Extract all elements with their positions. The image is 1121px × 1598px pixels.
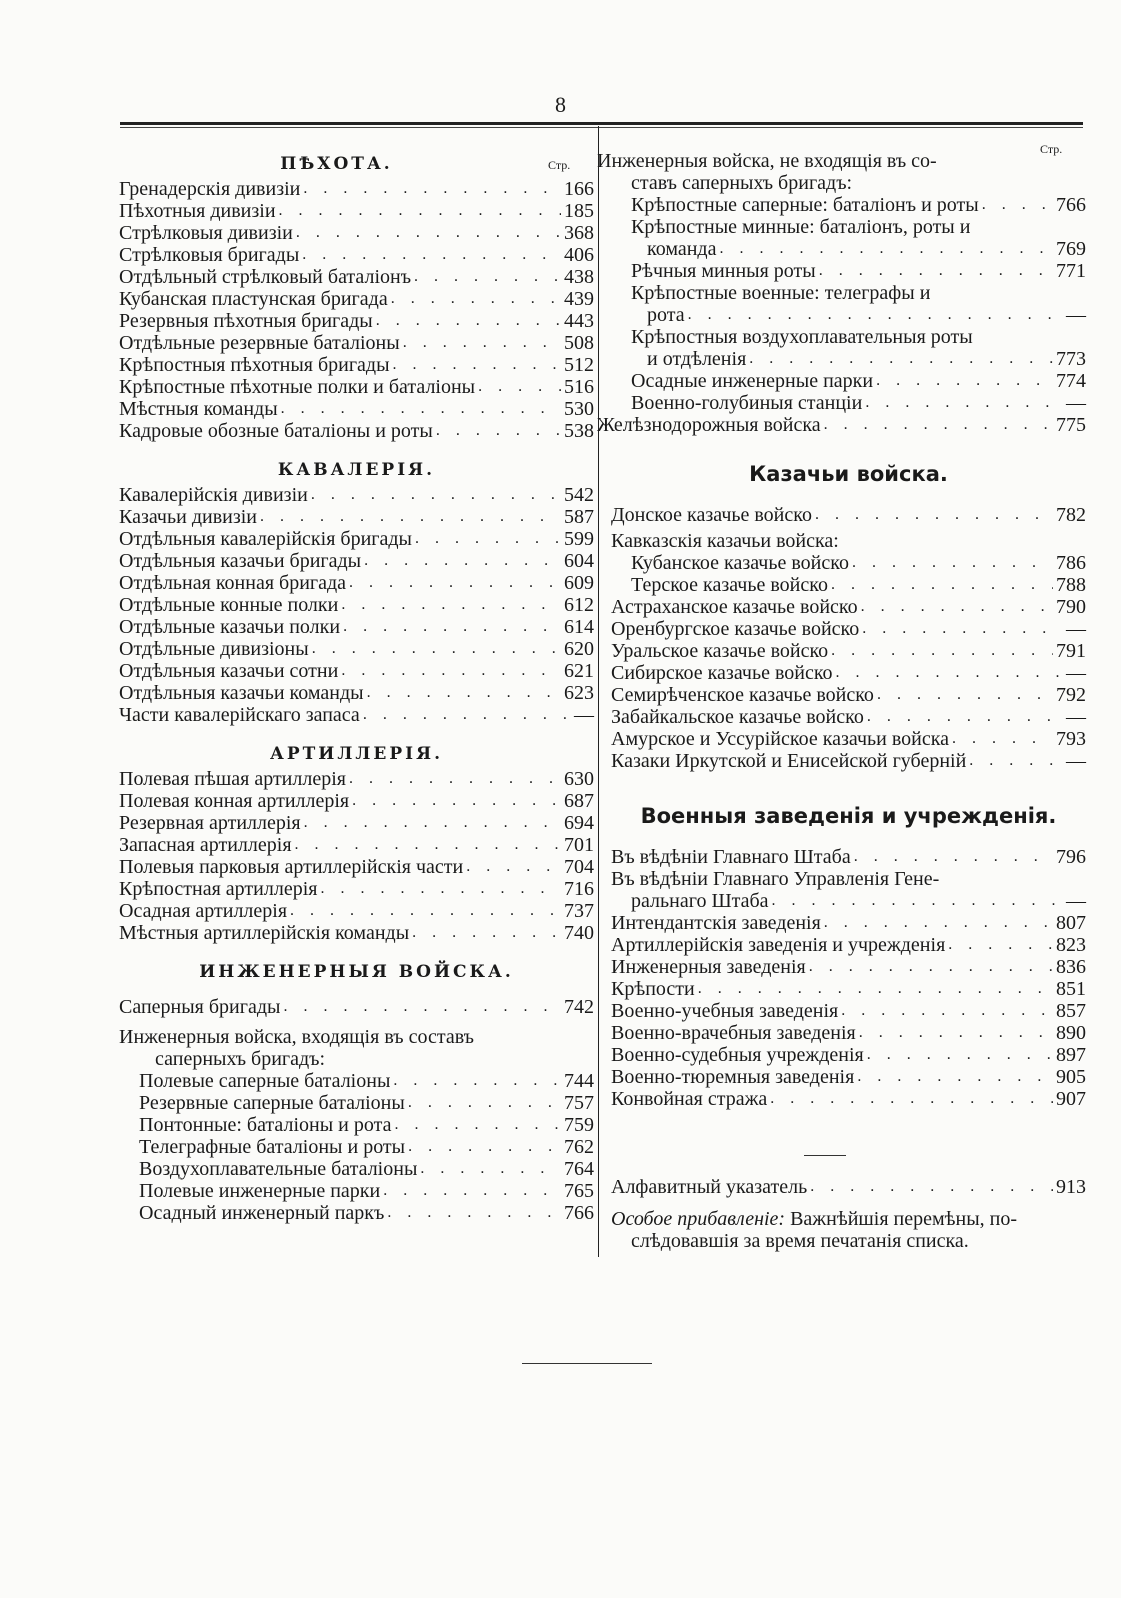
leader-dots — [312, 638, 561, 660]
toc-entry-text: саперныхъ бригадъ: — [155, 1048, 326, 1070]
toc-entry-page: 621 — [564, 660, 594, 682]
toc-entry — [611, 934, 1086, 956]
toc-entry-page: 508 — [564, 332, 594, 354]
toc-entry: рота . . . — — [611, 304, 1086, 326]
leader-dots — [393, 1070, 561, 1092]
toc-entry-title: Запасная артиллерія — [119, 834, 292, 856]
toc-entry-title: Кубанская пластунская бригада — [119, 288, 388, 310]
toc-entry-title: Военно-судебныя учрежденія — [611, 1044, 864, 1066]
toc-entry-page: 512 — [564, 354, 594, 376]
toc-entry-page: 599 — [564, 528, 594, 550]
leader-dots — [824, 912, 1053, 934]
toc-entry-text: Кавказскія казачьи войска: — [611, 530, 839, 552]
toc-entry-title: Резервная артиллерія — [119, 812, 301, 834]
leader-dots — [281, 398, 561, 420]
toc-entry-page: 542 — [564, 484, 594, 506]
leader-dots — [363, 704, 571, 726]
section-heading-institutions: Военныя заведенія и учрежденія. — [640, 804, 1057, 828]
leader-dots — [478, 376, 561, 398]
toc-entry-text: Крѣпостные минные: баталіонъ, роты и — [631, 216, 971, 238]
toc-entry-title: Резервные саперные баталіоны — [139, 1092, 405, 1114]
toc-entry — [611, 1022, 1086, 1044]
institutions-list — [611, 912, 1086, 1110]
toc-entry-page: 793 — [1056, 728, 1086, 750]
toc-entry-page: 823 — [1056, 934, 1086, 956]
toc-entry-page: 907 — [1056, 1088, 1086, 1110]
footer-rule — [522, 1363, 652, 1364]
toc-entry: ральнаго Штаба . . . — — [611, 890, 1086, 912]
toc-entry-page: 368 — [564, 222, 594, 244]
toc-entry-title: Телеграфные баталіоны и роты — [139, 1136, 406, 1158]
toc-entry — [119, 704, 594, 726]
toc-entry-page: 439 — [564, 288, 594, 310]
toc-entry-title: Военно-учебныя заведенія — [611, 1000, 839, 1022]
toc-entry — [119, 1180, 594, 1202]
toc-entry-title: Полевая пѣшая артиллерія — [119, 768, 346, 790]
toc-entry-title: Казаки Иркутской и Енисейской губерній — [611, 750, 967, 772]
leader-dots — [296, 222, 561, 244]
toc-entry: Алфавитный указатель . . . 913 — [611, 1176, 1086, 1198]
toc-entry-title: Забайкальское казачье войско — [611, 706, 864, 728]
toc-entry-page: 630 — [564, 768, 594, 790]
leader-dots — [857, 1066, 1053, 1088]
leader-dots — [295, 834, 561, 856]
leader-dots — [831, 640, 1053, 662]
toc-entry-page: 438 — [564, 266, 594, 288]
toc-entry: Крѣпостные саперные: баталіонъ и роты . . . 766 — [611, 194, 1086, 216]
leader-dots — [303, 178, 561, 200]
toc-entry-title: Отдѣльныя казачьи сотни — [119, 660, 339, 682]
leader-dots — [867, 706, 1063, 728]
toc-entry — [119, 1202, 594, 1224]
toc-entry — [119, 834, 594, 856]
toc-entry-title: Полевая конная артиллерія — [119, 790, 350, 812]
cossack-list — [611, 596, 1086, 772]
toc-entry-title: Крѣпости — [611, 978, 695, 1000]
toc-entry-title: Отдѣльныя казачьи команды — [119, 682, 364, 704]
toc-entry-page: 762 — [564, 1136, 594, 1158]
leader-dots — [948, 934, 1053, 956]
toc-entry-title: Отдѣльные дивизіоны — [119, 638, 309, 660]
leader-dots — [403, 332, 561, 354]
toc-entry — [119, 878, 594, 900]
toc-entry-page: 716 — [564, 878, 594, 900]
toc-entry: Рѣчныя минныя роты . . . 771 — [611, 260, 1086, 282]
toc-entry-page: 740 — [564, 922, 594, 944]
toc-entry — [119, 332, 594, 354]
engineer-sub-list — [119, 1070, 594, 1224]
supplement-line: слѣдовавшія за время печатанія списка. — [631, 1230, 969, 1252]
leader-dots — [349, 572, 561, 594]
leader-dots — [279, 200, 561, 222]
toc-entry-title: Амурское и Уссурійское казачьи войска — [611, 728, 950, 750]
toc-entry-title: Уральское казачье войско — [611, 640, 829, 662]
column-divider — [598, 126, 599, 1257]
toc-entry-text: Крѣпостные военные: телеграфы и — [631, 282, 931, 304]
top-rule-thin — [120, 127, 1083, 128]
toc-entry — [119, 528, 594, 550]
toc-entry — [119, 484, 594, 506]
leader-dots — [809, 956, 1053, 978]
toc-entry-title: Отдѣльные резервные баталіоны — [119, 332, 400, 354]
toc-entry-title: Воздухоплавательные баталіоны — [139, 1158, 418, 1180]
leader-dots — [320, 878, 561, 900]
toc-entry-page: 764 — [564, 1158, 594, 1180]
toc-entry — [611, 574, 1086, 596]
toc-entry-title: Мѣстныя артиллерійскія команды — [119, 922, 410, 944]
toc-entry-title: Казачьи дивизіи — [119, 506, 257, 528]
toc-entry — [119, 594, 594, 616]
toc-entry-title: Осадная артиллерія — [119, 900, 288, 922]
leader-dots — [415, 528, 561, 550]
toc-entry-title: Семирѣченское казачье войско — [611, 684, 874, 706]
separator-rule — [804, 1155, 846, 1156]
leader-dots — [394, 1114, 561, 1136]
toc-entry-page: 443 — [564, 310, 594, 332]
toc-entry-title: Отдѣльныя казачьи бригады — [119, 550, 362, 572]
toc-entry-title: Отдѣльные конные полки — [119, 594, 339, 616]
toc-entry — [119, 398, 594, 420]
toc-entry-title: Мѣстныя команды — [119, 398, 278, 420]
leader-dots — [260, 506, 561, 528]
toc-entry-page: 687 — [564, 790, 594, 812]
leader-dots — [304, 812, 561, 834]
leader-dots — [391, 288, 561, 310]
toc-entry — [119, 1070, 594, 1092]
toc-entry — [611, 728, 1086, 750]
toc-entry-page: — — [1066, 662, 1086, 684]
toc-entry-page: 765 — [564, 1180, 594, 1202]
toc-entry-title: Полевые саперные баталіоны — [139, 1070, 391, 1092]
toc-entry-page: 406 — [564, 244, 594, 266]
toc-entry — [119, 768, 594, 790]
toc-entry — [119, 1136, 594, 1158]
supplement-label: Особое прибавленіе: — [611, 1208, 786, 1230]
leader-dots — [836, 662, 1063, 684]
page-number: 8 — [555, 92, 566, 117]
toc-entry-page: 620 — [564, 638, 594, 660]
toc-entry-title: Кавалерійскія дивизіи — [119, 484, 308, 506]
toc-entry-title: Пѣхотныя дивизіи — [119, 200, 276, 222]
leader-dots — [349, 768, 561, 790]
leader-dots — [436, 420, 561, 442]
toc-entry — [119, 222, 594, 244]
leader-dots — [302, 244, 561, 266]
toc-entry-page: 737 — [564, 900, 594, 922]
section-heading-cavalry: КАВАЛЕРІЯ. — [277, 460, 436, 480]
leader-dots — [698, 978, 1053, 1000]
toc-entry — [119, 354, 594, 376]
toc-entry-title: Конвойная стража — [611, 1088, 768, 1110]
toc-entry — [611, 706, 1086, 728]
toc-entry-title: Артиллерійскія заведенія и учрежденія — [611, 934, 946, 956]
toc-entry-title: Стрѣлковыя дивизіи — [119, 222, 293, 244]
toc-entry — [611, 978, 1086, 1000]
toc-entry-page: 790 — [1056, 596, 1086, 618]
toc-entry — [119, 550, 594, 572]
right-column — [597, 150, 1086, 1252]
toc-entry-title: Интендантскія заведенія — [611, 912, 821, 934]
left-column — [119, 150, 594, 1224]
toc-entry — [119, 288, 594, 310]
toc-entry-page: 704 — [564, 856, 594, 878]
toc-entry-title: Кадровые обозные баталіоны и роты — [119, 420, 433, 442]
toc-entry — [119, 638, 594, 660]
toc-entry — [611, 1000, 1086, 1022]
toc-entry — [119, 310, 594, 332]
toc-entry-page: 851 — [1056, 978, 1086, 1000]
toc-entry-page: 614 — [564, 616, 594, 638]
toc-entry-page: 604 — [564, 550, 594, 572]
caucasus-cossack-list — [611, 552, 1086, 596]
toc-entry-page: — — [1066, 618, 1086, 640]
toc-entry-page: 890 — [1056, 1022, 1086, 1044]
toc-entry — [119, 1114, 594, 1136]
toc-entry-page: 166 — [564, 178, 594, 200]
toc-entry-page: 623 — [564, 682, 594, 704]
toc-entry-title: Отдѣльные казачьи полки — [119, 616, 341, 638]
toc-entry-text: Въ вѣдѣніи Главнаго Управленія Гене- — [611, 868, 940, 890]
toc-entry — [611, 956, 1086, 978]
toc-entry — [611, 552, 1086, 574]
toc-entry-page: 701 — [564, 834, 594, 856]
leader-dots — [420, 1158, 561, 1180]
leader-dots — [367, 682, 561, 704]
toc-entry-title: Оренбургское казачье войско — [611, 618, 860, 640]
toc-entry — [119, 900, 594, 922]
leader-dots — [376, 310, 561, 332]
toc-entry — [119, 812, 594, 834]
leader-dots — [862, 618, 1063, 640]
page-column-label-right: Стр. — [1040, 142, 1063, 156]
toc-entry — [611, 1088, 1086, 1110]
supplement-line — [611, 1208, 1086, 1230]
toc-entry-title: Отдѣльныя кавалерійскія бригады — [119, 528, 412, 550]
toc-entry — [119, 244, 594, 266]
leader-dots — [408, 1092, 561, 1114]
toc-entry-page: 185 — [564, 200, 594, 222]
toc-entry — [119, 572, 594, 594]
toc-entry — [119, 506, 594, 528]
toc-entry-title: Полевые инженерные парки — [139, 1180, 381, 1202]
toc-entry-text: Крѣпостныя воздухоплавательныя роты — [631, 326, 973, 348]
toc-entry-page: 836 — [1056, 956, 1086, 978]
toc-entry — [611, 912, 1086, 934]
toc-entry-title: Отдѣльная конная бригада — [119, 572, 347, 594]
leader-dots — [414, 266, 561, 288]
toc-entry — [119, 682, 594, 704]
leader-dots — [364, 550, 561, 572]
leader-dots — [770, 1088, 1053, 1110]
artillery-list — [119, 768, 594, 944]
toc-entry-title: Военно-врачебныя заведенія — [611, 1022, 856, 1044]
toc-entry-page: 807 — [1056, 912, 1086, 934]
leader-dots — [412, 922, 561, 944]
toc-entry-page: 792 — [1056, 684, 1086, 706]
leader-dots — [341, 594, 561, 616]
toc-entry-page: 788 — [1056, 574, 1086, 596]
toc-entry-title: Инженерныя заведенія — [611, 956, 806, 978]
cavalry-list — [119, 484, 594, 726]
leader-dots — [383, 1180, 561, 1202]
toc-entry — [119, 420, 594, 442]
toc-entry-page: 786 — [1056, 552, 1086, 574]
toc-entry-title: Военно-тюремныя заведенія — [611, 1066, 855, 1088]
toc-entry-page: 759 — [564, 1114, 594, 1136]
section-heading-artillery: АРТИЛЛЕРІЯ. — [269, 744, 443, 764]
top-rule — [120, 122, 1083, 125]
leader-dots — [408, 1136, 561, 1158]
leader-dots — [387, 1202, 561, 1224]
leader-dots — [341, 660, 561, 682]
leader-dots — [343, 616, 561, 638]
toc-entry-title: Части кавалерійскаго запаса — [119, 704, 360, 726]
toc-entry — [119, 1092, 594, 1114]
toc-entry: Донское казачье войско . . . 782 — [611, 504, 1086, 526]
toc-entry-title: Крѣпостная артиллерія — [119, 878, 318, 900]
leader-dots — [311, 484, 561, 506]
toc-entry-page: 694 — [564, 812, 594, 834]
toc-entry-text: Инженерныя войска, входящія въ составъ — [119, 1026, 474, 1048]
toc-entry — [611, 1044, 1086, 1066]
toc-entry — [611, 618, 1086, 640]
page-column-label-left: Стр. — [548, 158, 571, 172]
leader-dots — [877, 684, 1053, 706]
toc-entry-title: Сибирское казачье войско — [611, 662, 833, 684]
toc-entry-title: Крѣпостныя пѣхотныя бригады — [119, 354, 390, 376]
toc-entry — [611, 684, 1086, 706]
supplement-text: Важнѣйшія перемѣны, по- — [790, 1208, 1018, 1230]
toc-entry-page: — — [1066, 706, 1086, 728]
toc-entry-page: 587 — [564, 506, 594, 528]
toc-entry-page: 791 — [1056, 640, 1086, 662]
toc-entry — [119, 790, 594, 812]
section-heading-infantry: ПѢХОТА. — [280, 154, 393, 174]
toc-entry: Въ вѣдѣніи Главнаго Штаба . . . 796 — [611, 846, 1086, 868]
toc-entry-page: 757 — [564, 1092, 594, 1114]
toc-entry — [611, 1066, 1086, 1088]
leader-dots — [859, 1022, 1053, 1044]
toc-entry-page: 609 — [564, 572, 594, 594]
toc-entry: команда . . . 769 — [611, 238, 1086, 260]
toc-entry — [119, 616, 594, 638]
section-heading-cossacks: Казачьи войска. — [749, 462, 948, 486]
leader-dots — [841, 1000, 1053, 1022]
toc-entry: и отдѣленія . . . 773 — [611, 348, 1086, 370]
toc-entry-title: Гренадерскія дивизіи — [119, 178, 301, 200]
toc-entry-page: — — [574, 704, 594, 726]
toc-entry-title: Стрѣлковыя бригады — [119, 244, 300, 266]
toc-entry-title: Отдѣльный стрѣлковый баталіонъ — [119, 266, 412, 288]
toc-entry-title: Резервныя пѣхотныя бригады — [119, 310, 373, 332]
leader-dots — [861, 596, 1053, 618]
infantry-list — [119, 178, 594, 442]
toc-entry-title: Астраханское казачье войско — [611, 596, 858, 618]
toc-entry-text: Инженерныя войска, не входящія въ со- — [597, 150, 937, 172]
leader-dots — [867, 1044, 1053, 1066]
toc-entry-title: Кубанское казачье войско — [631, 552, 849, 574]
leader-dots — [969, 750, 1063, 772]
toc-entry-title: Крѣпостные пѣхотные полки и баталіоны — [119, 376, 476, 398]
toc-entry-title: Полевыя парковыя артиллерійскія части — [119, 856, 464, 878]
toc-entry-page: — — [1066, 750, 1086, 772]
leader-dots — [952, 728, 1053, 750]
leader-dots — [393, 354, 561, 376]
toc-entry — [119, 660, 594, 682]
toc-entry — [611, 662, 1086, 684]
toc-entry — [119, 266, 594, 288]
toc-entry — [119, 856, 594, 878]
toc-entry: Военно-голубиныя станціи . . . — — [611, 392, 1086, 414]
leader-dots — [290, 900, 561, 922]
toc-entry-page: 612 — [564, 594, 594, 616]
toc-entry-title: Понтонные: баталіоны и рота — [139, 1114, 392, 1136]
toc-entry-page: 897 — [1056, 1044, 1086, 1066]
toc-entry — [119, 178, 594, 200]
toc-entry: Саперныя бригады . . . 742 — [119, 996, 594, 1018]
toc-entry: Осадные инженерные парки . . . 774 — [611, 370, 1086, 392]
leader-dots — [466, 856, 561, 878]
toc-entry-page: 538 — [564, 420, 594, 442]
toc-entry — [611, 750, 1086, 772]
toc-entry-page: 857 — [1056, 1000, 1086, 1022]
toc-entry-page: 530 — [564, 398, 594, 420]
toc-entry-page: 905 — [1056, 1066, 1086, 1088]
toc-entry — [611, 596, 1086, 618]
toc-entry-text: ставъ саперныхъ бригадъ: — [631, 172, 853, 194]
toc-entry-title: Осадный инженерный паркъ — [139, 1202, 385, 1224]
leader-dots — [831, 574, 1053, 596]
toc-entry-page: 744 — [564, 1070, 594, 1092]
leader-dots — [852, 552, 1053, 574]
toc-entry-title: Терское казачье войско — [631, 574, 828, 596]
leader-dots — [352, 790, 561, 812]
toc-entry-page: 516 — [564, 376, 594, 398]
toc-entry — [119, 1158, 594, 1180]
toc-entry: Желѣзнодорожныя войска . . . 775 — [597, 414, 1086, 436]
toc-entry — [119, 922, 594, 944]
toc-entry — [611, 640, 1086, 662]
section-heading-engineers: ИНЖЕНЕРНЫЯ ВОЙСКА. — [199, 962, 514, 982]
toc-entry — [119, 200, 594, 222]
toc-entry — [119, 376, 594, 398]
toc-entry-page: 766 — [564, 1202, 594, 1224]
